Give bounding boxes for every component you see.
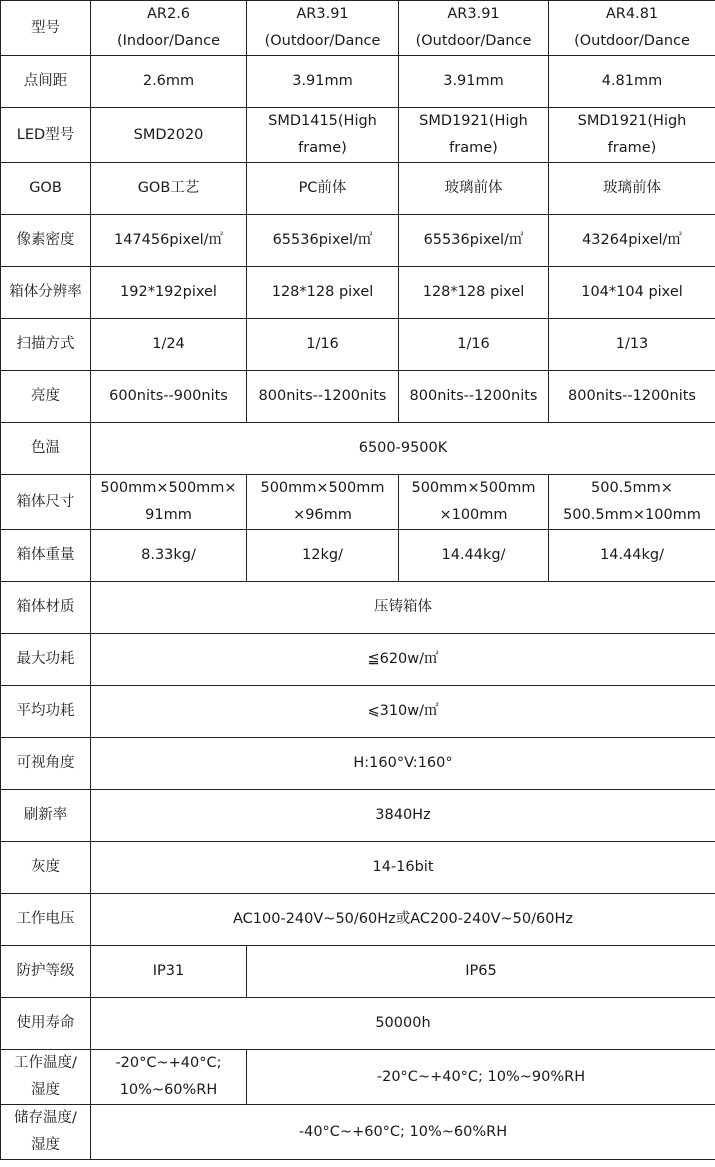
table-cell-merged: 3840Hz [91, 790, 715, 842]
row-label: 灰度 [1, 842, 91, 894]
table-row [1, 267, 715, 319]
table-cell [399, 475, 549, 530]
table-cell: 800nits--1200nits [549, 371, 715, 423]
table-row [1, 215, 715, 267]
cell-line: SMD1921(High [419, 113, 528, 129]
table-row [1, 894, 715, 946]
cell-line: frame) [298, 140, 347, 156]
row-label: 像素密度 [1, 215, 91, 267]
row-label: 最大功耗 [1, 634, 91, 686]
row-label: 可视角度 [1, 738, 91, 790]
table-cell: 玻璃前体 [549, 163, 715, 215]
table-row [1, 371, 715, 423]
cell-line: ×100mm [439, 507, 508, 523]
table-cell-merged: ⩽310w/㎡ [91, 686, 715, 738]
table-cell: 800nits--1200nits [399, 371, 549, 423]
row-label: 扫描方式 [1, 319, 91, 371]
table-cell [247, 108, 399, 163]
table-cell-merged: 压铸箱体 [91, 582, 715, 634]
table-cell-merged: -40°C~+60°C; 10%~60%RH [91, 1105, 715, 1160]
table-cell-merged: 14-16bit [91, 842, 715, 894]
cell-line: 500mm×500mm× [100, 480, 237, 496]
table-row [1, 319, 715, 371]
table-cell-merged: 6500-9500K [91, 423, 715, 475]
row-label: 点间距 [1, 56, 91, 108]
table-cell [549, 108, 715, 163]
cell-line: SMD1415(High [268, 113, 377, 129]
table-cell: 3.91mm [399, 56, 549, 108]
table-cell: PC前体 [247, 163, 399, 215]
cell-line: AR3.91 [447, 6, 500, 22]
table-row [1, 1105, 715, 1160]
table-cell: 12kg/ [247, 530, 399, 582]
table-cell: 1/16 [247, 319, 399, 371]
table-row [1, 686, 715, 738]
row-label: 平均功耗 [1, 686, 91, 738]
cell-line: 91mm [145, 507, 192, 523]
table-row [1, 530, 715, 582]
cell-line: (Outdoor/Dance [415, 33, 532, 49]
table-cell: GOB工艺 [91, 163, 247, 215]
table-cell: 4.81mm [549, 56, 715, 108]
table-cell: 128*128 pixel [247, 267, 399, 319]
table-cell [91, 475, 247, 530]
table-cell-merged: -20°C~+40°C; 10%~90%RH [247, 1050, 715, 1105]
table-row [1, 842, 715, 894]
table-cell: 65536pixel/㎡ [247, 215, 399, 267]
cell-line: AR2.6 [146, 6, 191, 22]
table-cell: 14.44kg/ [399, 530, 549, 582]
cell-line: 湿度 [31, 1082, 60, 1098]
table-row [1, 946, 715, 998]
row-label: 型号 [1, 1, 91, 56]
cell-line: frame) [449, 140, 498, 156]
table-row [1, 738, 715, 790]
table-cell [549, 1, 715, 56]
cell-line: 湿度 [31, 1137, 60, 1153]
row-label [1, 1050, 91, 1105]
table-cell: 玻璃前体 [399, 163, 549, 215]
table-cell [549, 475, 715, 530]
table-cell: 3.91mm [247, 56, 399, 108]
cell-line: 10%~60%RH [119, 1082, 218, 1098]
table-cell: 1/24 [91, 319, 247, 371]
row-label: LED型号 [1, 108, 91, 163]
row-label: 箱体材质 [1, 582, 91, 634]
table-row [1, 1, 715, 56]
cell-line: 500mm×500mm [411, 480, 536, 496]
table-cell-merged: ≦620w/㎡ [91, 634, 715, 686]
cell-line: -20°C~+40°C; [115, 1055, 222, 1071]
row-label: 箱体分辨率 [1, 267, 91, 319]
table-cell [399, 108, 549, 163]
table-cell: 600nits--900nits [91, 371, 247, 423]
table-cell [399, 1, 549, 56]
row-label: 箱体尺寸 [1, 475, 91, 530]
row-label: 工作电压 [1, 894, 91, 946]
table-cell: 104*104 pixel [549, 267, 715, 319]
cell-line: ×96mm [293, 507, 352, 523]
table-row [1, 1050, 715, 1105]
table-cell [91, 1, 247, 56]
cell-line: (Outdoor/Dance [574, 33, 690, 49]
table-row [1, 108, 715, 163]
table-cell: 800nits--1200nits [247, 371, 399, 423]
table-cell-merged: 50000h [91, 998, 715, 1050]
cell-line: 500mm×500mm [260, 480, 385, 496]
table-cell: 147456pixel/㎡ [91, 215, 247, 267]
cell-line: 工作温度/ [14, 1055, 77, 1071]
table-cell: 192*192pixel [91, 267, 247, 319]
table-cell [247, 475, 399, 530]
table-cell: 65536pixel/㎡ [399, 215, 549, 267]
table-cell-merged: IP65 [247, 946, 715, 998]
table-cell [247, 1, 399, 56]
table-row [1, 475, 715, 530]
cell-line: SMD1921(High [577, 113, 687, 129]
table-cell: 1/13 [549, 319, 715, 371]
row-label: GOB [1, 163, 91, 215]
table-cell: SMD2020 [91, 108, 247, 163]
table-row [1, 998, 715, 1050]
cell-line: AR4.81 [605, 6, 659, 22]
table-cell: 2.6mm [91, 56, 247, 108]
cell-line: 储存温度/ [14, 1110, 77, 1126]
table-cell-merged: AC100-240V~50/60Hz或AC200-240V~50/60Hz [91, 894, 715, 946]
table-row [1, 582, 715, 634]
row-label: 箱体重量 [1, 530, 91, 582]
cell-line: 500.5mm×100mm [563, 507, 701, 523]
table-cell [91, 1050, 247, 1105]
spec-table-body [1, 1, 715, 1160]
row-label: 防护等级 [1, 946, 91, 998]
table-row [1, 163, 715, 215]
table-cell-merged: H:160°V:160° [91, 738, 715, 790]
row-label [1, 1105, 91, 1160]
cell-line: 500.5mm× [591, 480, 673, 496]
table-row [1, 56, 715, 108]
row-label: 刷新率 [1, 790, 91, 842]
table-cell: 8.33kg/ [91, 530, 247, 582]
table-row [1, 423, 715, 475]
table-cell: 1/16 [399, 319, 549, 371]
cell-line: AR3.91 [296, 6, 349, 22]
cell-line: (Outdoor/Dance [264, 33, 381, 49]
table-row [1, 634, 715, 686]
row-label: 色温 [1, 423, 91, 475]
cell-line: frame) [607, 140, 657, 156]
row-label: 使用寿命 [1, 998, 91, 1050]
table-cell: 128*128 pixel [399, 267, 549, 319]
table-cell: 43264pixel/㎡ [549, 215, 715, 267]
table-row [1, 790, 715, 842]
table-cell: IP31 [91, 946, 247, 998]
cell-line: (Indoor/Dance [116, 33, 221, 49]
table-cell: 14.44kg/ [549, 530, 715, 582]
row-label: 亮度 [1, 371, 91, 423]
